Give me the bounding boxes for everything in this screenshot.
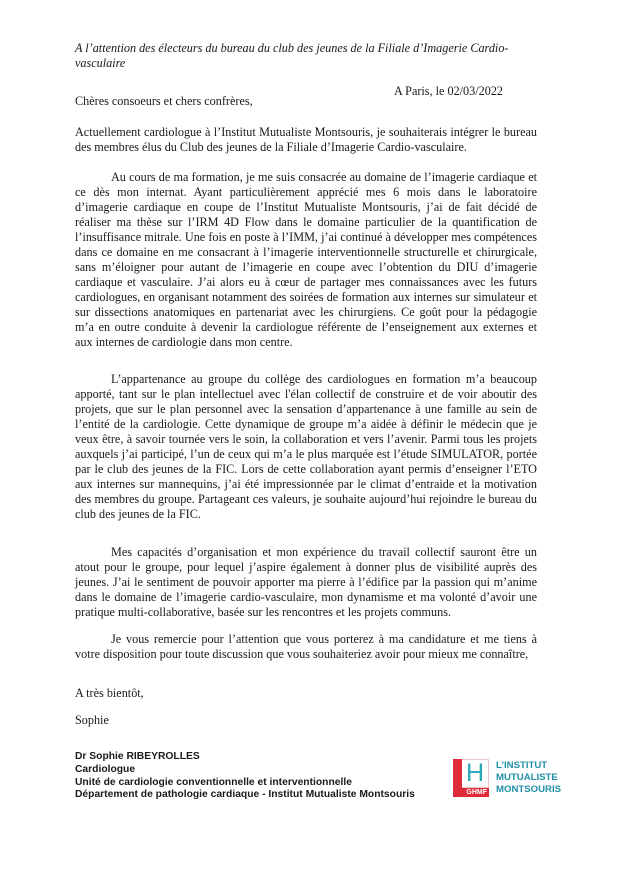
paragraph-formation: Au cours de ma formation, je me suis consacrée au domaine de l’imagerie cardiaque et ce dès mon internat. Ayant particulièrement apprécié mes 6 mois dans le laboratoire d’imagerie cardiaque en coupe de l’Institut Mutualiste Montsouris, j’ai de fait décidé de réaliser ma thèse sur l’IRM 4D Flow dans le domaine particulier de la quantification de l’insuffisance mitrale. Une fois en poste à l’IMM, j’ai continué à développer mes compétences dans ce domaine en me consacrant à l’imagerie interventionnelle structurelle et chirurgicale, sans m’éloigner pour autant de l’imagerie en coupe avec l’obtention du DIU d’imagerie cardiaque et vasculaire. J’ai alors eu à cœur de partager mes connaissances avec les futurs cardiologues, en organisant notamment des soirées de formation aux internes sur simulateur et sur dissections anatomiques en partenariat avec les chirurgiens. Ce goût pour la pédagogie m’a en outre conduite à devenir la cardiologue référente de l’enseignement aux externes et aux internes de cardiologie dans mon centre. [75,170,537,349]
paragraph-capacities: Mes capacités d’organisation et mon expérience du travail collectif sauront être un atout pour le groupe, pour lequel j’aspire également à donner plus de visibilité auprès des jeunes. J’ai le sentiment de pouvoir apporter ma pierre à l’édifice par la passion qui m’anime dans le domaine de l’imagerie cardio-vasculaire, mon dynamisme et ma volonté d’avoir une pratique multi-collaborative, basée sur les rencontres et les projets communs. [75,545,537,619]
logo-ghmf-band: GHMF [453,788,489,797]
signature-name: Dr Sophie RIBEYROLLES [75,751,200,762]
closing-first-name: Sophie [75,713,109,727]
signature-unit: Unité de cardiologie conventionnelle et interventionnelle [75,776,352,788]
date-line: A Paris, le 02/03/2022 [394,84,504,98]
signature-title: Cardiologue [75,763,136,775]
logo-line-2: MUTUALISTE [496,772,558,783]
logo-red-bar [453,759,462,788]
logo-wordmark [496,760,561,796]
signature-block [75,751,415,802]
institut-mutualiste-montsouris-logo [453,759,573,801]
paragraph-college: L’appartenance au groupe du collège des cardiologues en formation m’a beaucoup apporté, tant sur le plan intellectuel avec l'élan collectif de construire et de voir aboutir des projets, que sur le plan personnel avec la sensation d’appartenance à une famille au sein de l’entité de la cardiologie. Cette dynamique de groupe m’a aidée à définir le médecin que je veux être, à savoir tournée vers le soin, la collaboration et vers l’avenir. Parmi tous les projets auxquels j’ai participé, l’un de ceux qui m’a le plus marquée est l’étude SIMULATOR, portée par le club des jeunes de la FIC. Lors de cette collaboration ayant permis d’enseigner l’ETO aux internes sur mannequins, j’ai été impressionnée par le climat d’entraide et la motivation des membres du groupe. Partageant ces valeurs, je souhaite aujourd’hui rejoindre le bureau du club des jeunes de la FIC. [75,372,537,521]
salutation: Chères consoeurs et chers confrères, [75,94,253,108]
logo-h-letter: H [466,759,485,787]
paragraph-intro: Actuellement cardiologue à l’Institut Mutualiste Montsouris, je souhaiterais intégrer le bureau des membres élus du Club des jeunes de la Filiale d’Imagerie Cardio-vasculaire. [75,125,537,154]
signature-department: Département de pathologie cardiaque - Institut Mutualiste Montsouris [75,789,415,801]
paragraph-thanks: Je vous remercie pour l’attention que vous porterez à ma candidature et me tiens à votre disposition pour toute discussion que vous souhaiteriez avoir pour mieux me connaître, [75,632,537,661]
attention-line: A l’attention des électeurs du bureau du club des jeunes de la Filiale d’Imagerie Cardio-vasculaire [75,41,509,70]
ghmf-logo-icon [453,759,490,797]
logo-line-3: MONTSOURIS [496,784,562,795]
closing-farewell: A très bientôt, [75,686,144,700]
logo-line-1: L’INSTITUT [496,760,548,771]
